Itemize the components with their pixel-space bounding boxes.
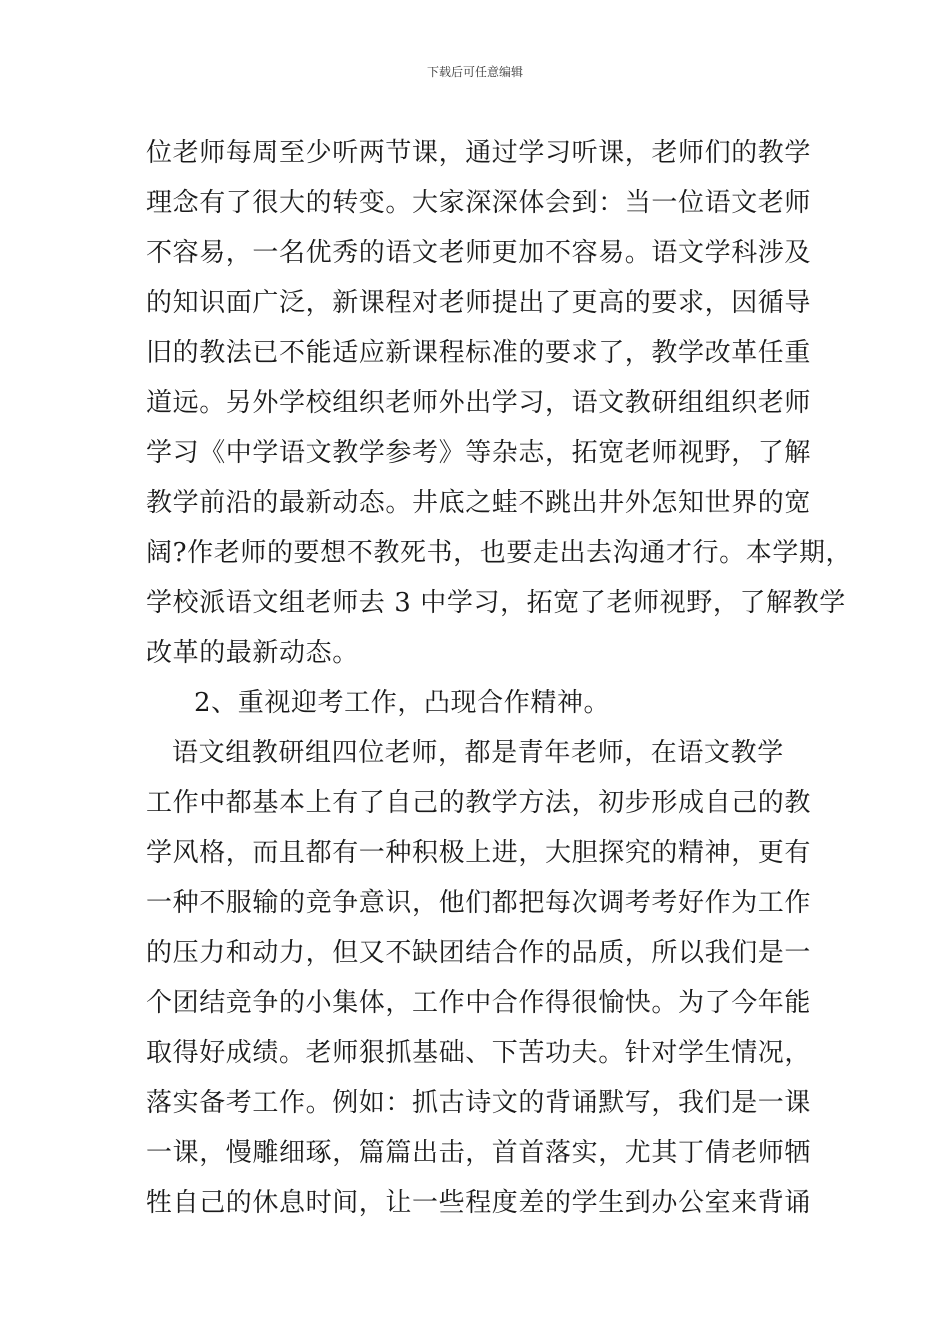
text-line: 工作中都基本上有了自己的教学方法，初步形成自己的教 [146, 788, 812, 818]
text-line: 牲自己的休息时间，让一些程度差的学生到办公室来背诵 [146, 1188, 812, 1218]
paragraph-first-line: 语文组教研组四位老师，都是青年老师，在语文教学 [172, 738, 784, 768]
body-text [146, 128, 853, 1228]
text-line: 的压力和动力，但又不缺团结合作的品质，所以我们是一 [146, 938, 812, 968]
text-line: 位老师每周至少听两节课，通过学习听课，老师们的教学 [146, 138, 812, 168]
text-line: 不容易，一名优秀的语文老师更加不容易。语文学科涉及 [146, 238, 812, 268]
text-line: 阔?作老师的要想不教死书，也要走出去沟通才行。本学期， [146, 538, 853, 568]
text-line: 改革的最新动态。 [146, 638, 359, 668]
text-line: 落实备考工作。例如：抓古诗文的背诵默写，我们是一课 [146, 1088, 812, 1118]
text-line: 学校派语文组老师去 3 中学习，拓宽了老师视野，了解教学 [146, 588, 846, 618]
text-line: 取得好成绩。老师狠抓基础、下苦功夫。针对学生情况， [146, 1038, 812, 1068]
text-line: 个团结竞争的小集体，工作中合作得很愉快。为了今年能 [146, 988, 812, 1018]
text-line: 一课，慢雕细琢，篇篇出击，首首落实，尤其丁倩老师牺 [146, 1138, 812, 1168]
page-header: 下载后可任意编辑 [426, 65, 523, 79]
text-line: 学风格，而且都有一种积极上进，大胆探究的精神，更有 [146, 838, 812, 868]
text-line: 道远。另外学校组织老师外出学习，语文教研组组织老师 [146, 388, 812, 418]
text-line: 学习《中学语文教学参考》等杂志，拓宽老师视野，了解 [146, 438, 812, 468]
section-heading: 2、重视迎考工作，凸现合作精神。 [194, 688, 611, 718]
text-line: 理念有了很大的转变。大家深深体会到：当一位语文老师 [146, 188, 812, 218]
text-line: 一种不服输的竞争意识，他们都把每次调考考好作为工作 [146, 888, 812, 918]
text-line: 旧的教法已不能适应新课程标准的要求了，教学改革任重 [146, 338, 812, 368]
text-line: 的知识面广泛，新课程对老师提出了更高的要求，因循导 [146, 288, 812, 318]
text-line: 教学前沿的最新动态。井底之蛙不跳出井外怎知世界的宽 [146, 488, 812, 518]
